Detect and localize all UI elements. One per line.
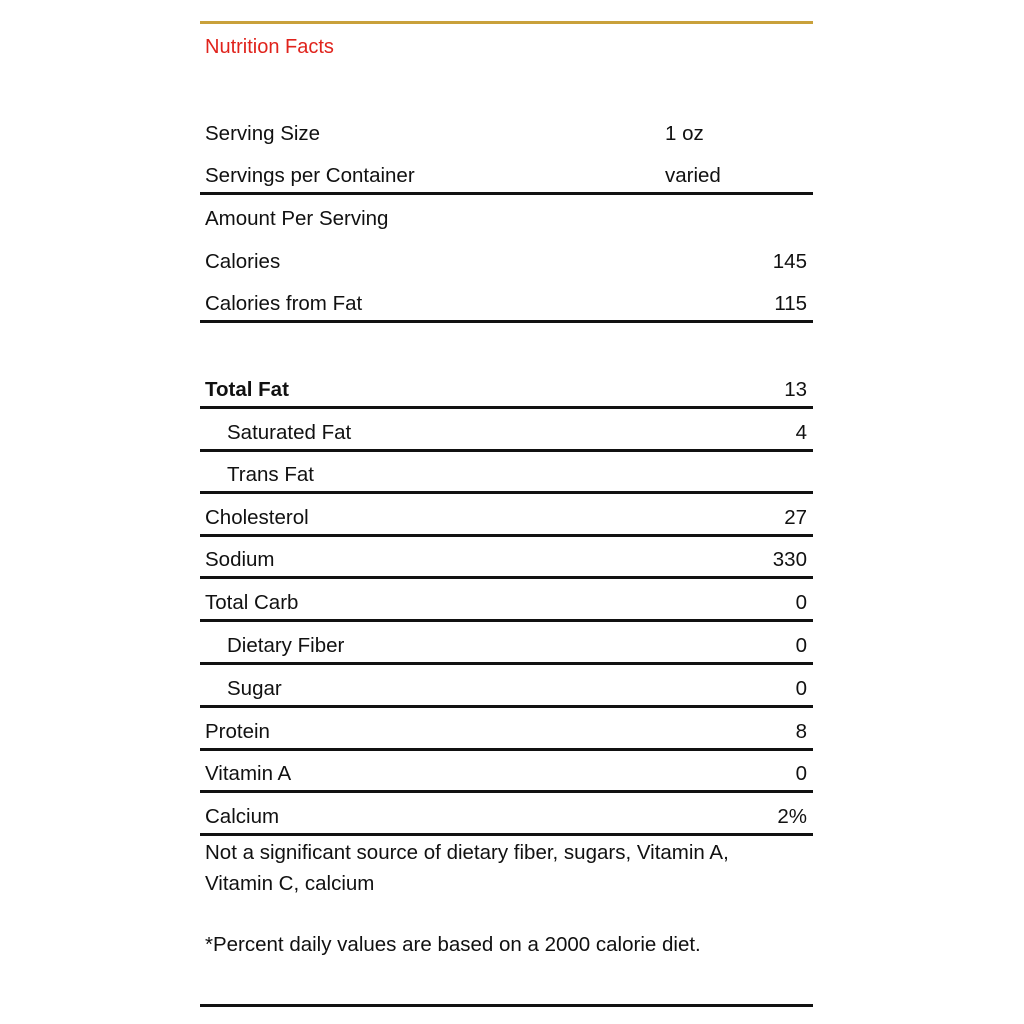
nutrient-label: Vitamin A [205,762,292,785]
servings-per-container-label: Servings per Container [205,164,415,187]
serving-size-label: Serving Size [205,122,321,145]
nutrient-label: Sugar [227,677,282,700]
nutrient-value: 330 [772,548,807,571]
footnote-text: Not a significant source of dietary fiber, sugars, Vitamin A, Vitamin C, calcium [205,841,729,895]
divider [200,192,813,195]
daily-values-note: *Percent daily values are based on a 2000 calorie diet. [205,933,701,956]
nutrient-value: 0 [795,634,807,657]
calories-value: 145 [772,250,807,273]
divider [200,662,813,665]
divider [200,619,813,622]
divider [200,534,813,537]
divider [200,790,813,793]
servings-per-container-value: varied [665,164,721,187]
nutrient-label: Total Carb [205,591,299,614]
nutrient-value: 4 [795,421,807,444]
amount-per-serving-label: Amount Per Serving [205,207,389,230]
top-accent-rule [200,21,813,24]
bottom-rule [200,1004,813,1007]
nutrient-label: Trans Fat [227,463,314,486]
nutrient-label: Total Fat [205,378,289,401]
divider [200,449,813,452]
nutrient-label: Sodium [205,548,275,571]
calories-from-fat-label: Calories from Fat [205,292,363,315]
nutrient-value: 0 [795,677,807,700]
nutrient-value: 27 [784,506,807,529]
divider [200,576,813,579]
divider [200,406,813,409]
divider [200,705,813,708]
calories-from-fat-value: 115 [774,292,807,315]
nutrient-value: 8 [795,720,807,743]
nutrition-title: Nutrition Facts [205,36,334,58]
nutrient-label: Calcium [205,805,280,828]
nutrient-value: 13 [784,378,807,401]
nutrient-label: Saturated Fat [227,421,352,444]
serving-size-value: 1 oz [665,122,704,145]
nutrient-value: 0 [795,762,807,785]
nutrient-value: 2% [777,805,807,828]
divider [200,748,813,751]
nutrition-facts-panel [200,0,813,1024]
divider [200,833,813,836]
nutrient-value: 0 [795,591,807,614]
nutrient-label: Protein [205,720,270,743]
calories-label: Calories [205,250,281,273]
nutrient-label: Cholesterol [205,506,309,529]
nutrient-label: Dietary Fiber [227,634,345,657]
divider [200,320,813,323]
divider [200,491,813,494]
